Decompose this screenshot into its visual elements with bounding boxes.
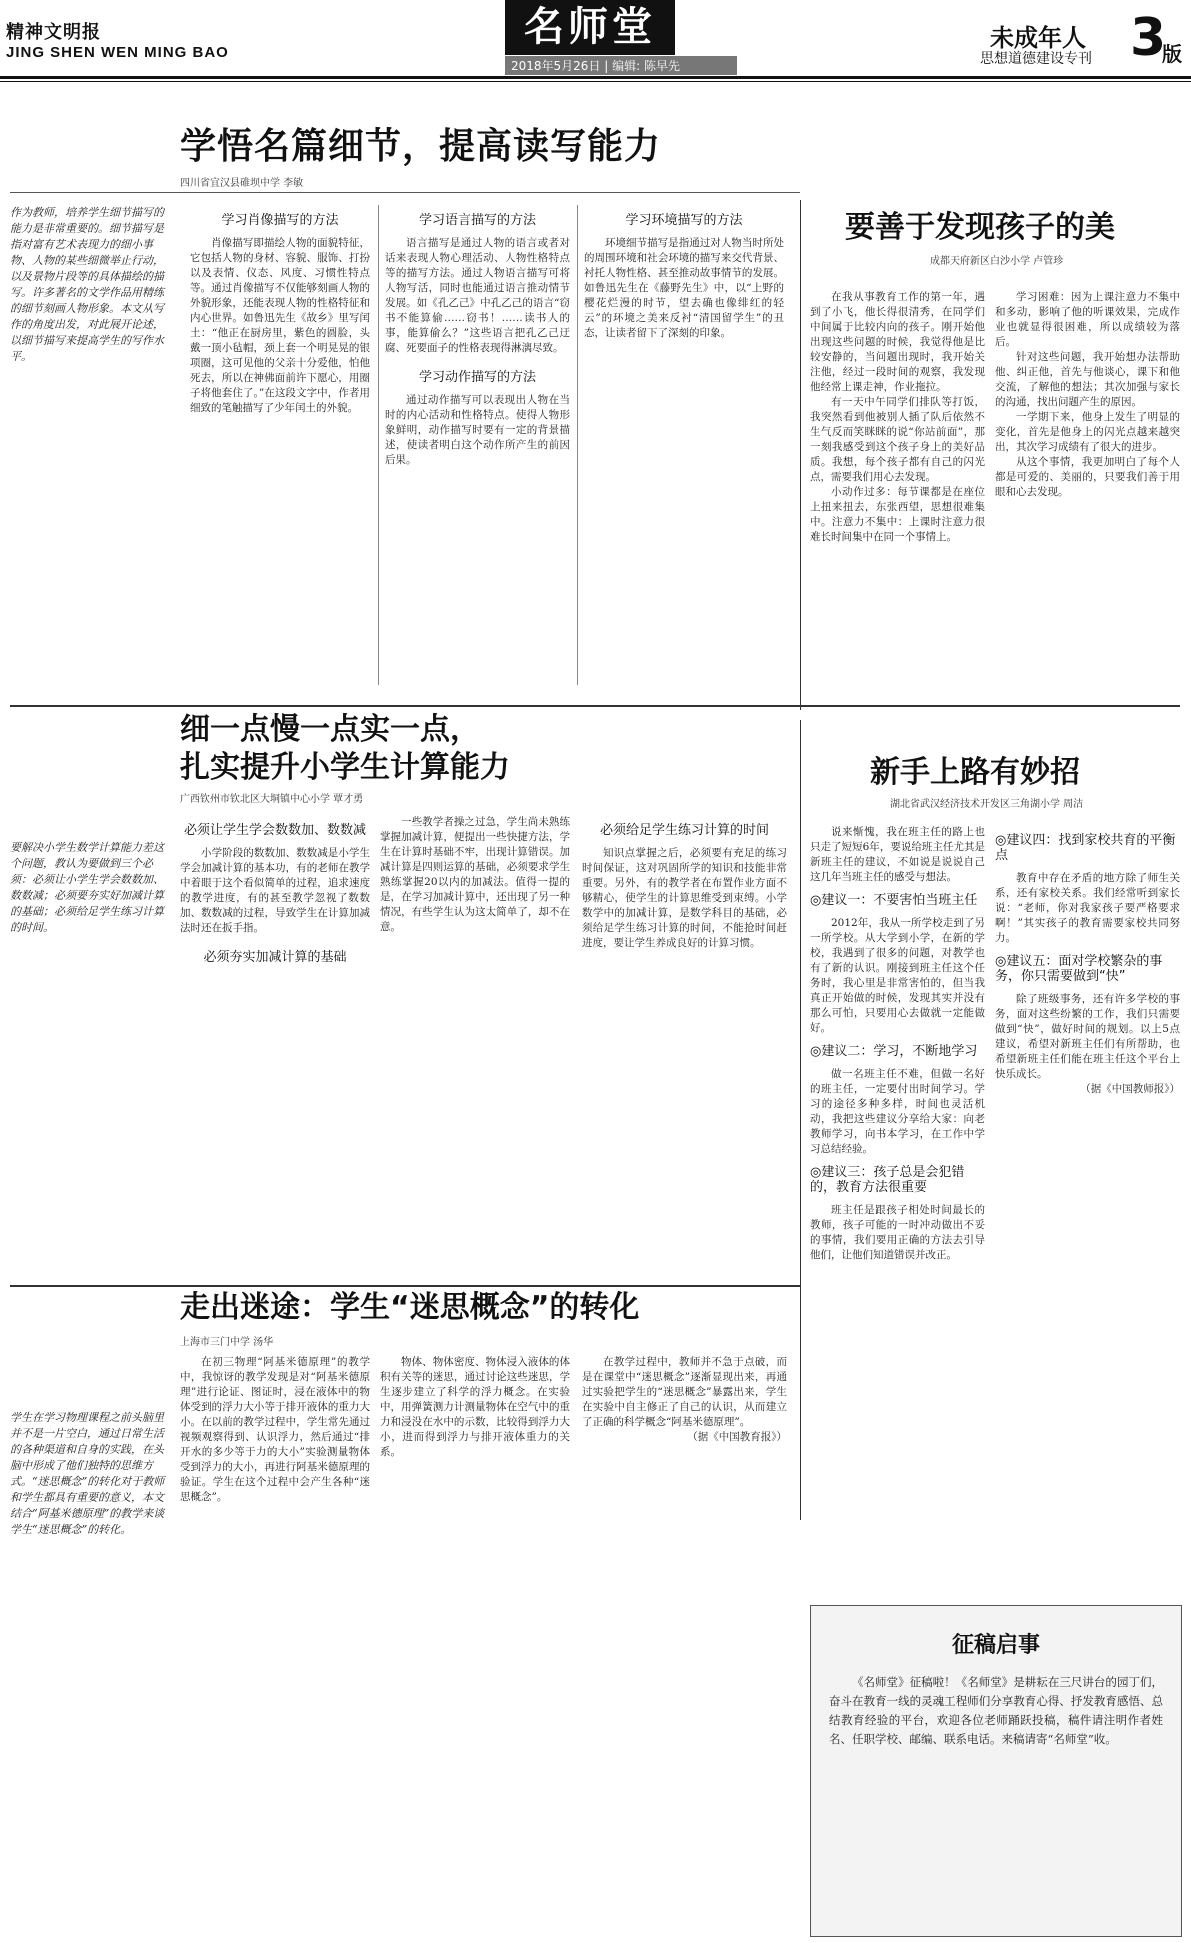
article-3-para-2: 一些教学者操之过急，学生尚未熟练掌握加减计算，便提出一些快捷方法，学生在计算时基础不牢，出现计算错误。加减计算是四则运算的基础，必须要求学生熟练掌握20以内的加减法。值得一提的是，在学习加减计算中，还出现了另一种情况，有些学生认为这太简单了，却不在意。 xyxy=(380,816,570,933)
article-2-para-4: 学习困难：因为上课注意力不集中和多动，影响了他的听课效果，完成作业也就显得很困难，所以成绩较为落后。 xyxy=(995,291,1180,348)
article-5-para-3: 在教学过程中，教师并不急于点破，而是在课堂中“迷思概念”逐渐显现出来，再通过实验把学生的“迷思概念”暴露出来，学生在实验中自主修正了自己的认识，从而建立了正确的科学概念“阿基米德原理”。 xyxy=(582,1356,787,1428)
article-5-col-3 xyxy=(582,1355,787,1940)
dateline: 2018年5月26日 | 编辑: 陈早先 xyxy=(505,56,737,75)
article-3-para-1: 小学阶段的数数加、数数减是小学生学会加减计算的基本功，有的老师在教学中着眼于这个看似简单的过程，追求速度的教学进度，有的甚至教学忽视了数数加、数数减的过程，导致学生在计算加减法时还在扳手指。 xyxy=(180,847,370,934)
article-4-col-2 xyxy=(995,825,1180,1590)
page-suffix: 版 xyxy=(1162,42,1182,66)
section-divider xyxy=(800,200,801,710)
supplement-title: 未成年人 xyxy=(990,24,1086,52)
article-5-col-1 xyxy=(180,1355,370,1940)
article-5-col-2 xyxy=(380,1355,570,1940)
article-1-title: 学悟名篇细节，提高读写能力 xyxy=(180,126,662,167)
col-divider xyxy=(577,205,578,685)
article-2-title: 要善于发现孩子的美 xyxy=(845,210,1115,245)
article-1-sub-1: 学习肖像描写的方法 xyxy=(221,213,339,228)
article-2-para-5: 针对这些问题，我开始想办法帮助他、纠正他，首先与他谈心，课下和他交流，了解他的想法；其次加强与家长的沟通，找出问题产生的原因。 xyxy=(995,351,1180,408)
article-1-sub-3: 学习动作描写的方法 xyxy=(418,370,536,385)
article-3-col-1 xyxy=(180,815,370,1285)
article-1-col-2 xyxy=(385,205,570,690)
col-divider xyxy=(378,205,379,685)
header-rule xyxy=(0,76,1191,79)
article-1-lede: 作为教师，培养学生细节描写的能力是非常重要的。细节描写是指对富有艺术表现力的细小事物、人物的某些细微举止行动，以及景物片段等的具体描绘的描写。许多著名的文学作品用精练的细节刻画人物形象。本文从写作的角度出发，对此展开论述，以细节描写来提高学生的写作水平。 xyxy=(10,206,164,363)
article-4-col-1 xyxy=(810,825,985,1590)
article-5-title: 走出迷途：学生“迷思概念”的转化 xyxy=(180,1290,640,1325)
article-5-para-1: 在初三物理“阿基米德原理”的教学中，我惊讶的教学发现是对“阿基米德原理”进行论证、图证时，浸在液体中的物体受到的浮力大小等于排开液体的重力大小。在以前的教学过程中，学生常先通过视频观察得到、认识浮力，然后通过“排开水的多少等于力的大小”实验测量物体受到浮力的大小，再进行阿基米德原理的验证。学生在这个过程中会产生各种“迷思概念”。 xyxy=(180,1356,370,1503)
paper-name-cn: 精神文明报 xyxy=(6,22,101,43)
article-3-title-line-2: 扎实提升小学生计算能力 xyxy=(180,750,510,785)
call-for-papers-text: 《名师堂》征稿啦！《名师堂》是耕耘在三尺讲台的园丁们，奋斗在教育一线的灵魂工程师们分享教育心得、抒发教育感悟、总结教育经验的平台，欢迎各位老师踊跃投稿，稿件请注明作者姓名、任职学校、邮编、联系电话。来稿请寄“名师堂”收。 xyxy=(829,1675,1163,1746)
article-2-para-7: 从这个事情，我更加明白了每个人都是可爱的、美丽的，只要我们善于用眼和心去发现。 xyxy=(995,456,1180,498)
article-2-byline: 成都天府新区白沙小学 卢管珍 xyxy=(930,256,1064,267)
article-3-byline: 广西钦州市钦北区大垌镇中心小学 覃才勇 xyxy=(180,794,364,805)
article-4-source: （据《中国教师报》） xyxy=(1080,1083,1180,1095)
article-1-sub-2: 学习语言描写的方法 xyxy=(418,213,536,228)
article-1-col-1 xyxy=(190,205,370,690)
article-3-sub-3: 必须给足学生练习计算的时间 xyxy=(599,823,769,838)
article-4-tip-3: ◎建议三：孩子总是会犯错的，教育方法很重要 xyxy=(810,1165,965,1195)
call-for-papers-title: 征稿启事 xyxy=(951,1633,1040,1658)
article-5-lede: 学生在学习物理课程之前头脑里并不是一片空白，通过日常生活的各种渠道和自身的实践，在头脑中形成了他们独特的思维方式。“迷思概念”的转化对于教师和学生都具有重要的意义，本文结合“阿基米德原理”的教学来谈学生“迷思概念”的转化。 xyxy=(10,1411,165,1536)
article-4-para-5: 教育中存在矛盾的地方除了师生关系，还有家校关系。我们经常听到家长说：“老师，你对我家孩子要严格要求啊！”其实孩子的教育需要家校共同努力。 xyxy=(995,872,1180,944)
article-2-col-2 xyxy=(995,290,1180,710)
article-4-para-4: 班主任是跟孩子相处时间最长的教师，孩子可能的一时冲动做出不妥的事情，我们要用正确的方法去引导他们，让他们知道错误并改正。 xyxy=(810,1204,985,1261)
article-3-lede: 要解决小学生数学计算能力差这个问题，教认为要做到三个必须：必须让小学生学会数数加、数数减；必须要夯实好加减计算的基础；必须给足学生练习计算的时间。 xyxy=(10,841,164,934)
section-divider xyxy=(800,720,801,1520)
supplement-subtitle: 思想道德建设专刊 xyxy=(980,51,1092,67)
article-1-para-3: 通过动作描写可以表现出人物在当时的内心活动和性格特点。使得人物形象鲜明，动作描写时要有一定的背景描述，使读者明白这个动作所产生的前因后果。 xyxy=(385,394,570,466)
article-5-source: （据《中国教育报》） xyxy=(687,1431,787,1443)
article-4-tip-4: ◎建议四：找到家校共育的平衡点 xyxy=(995,833,1176,863)
article-1-rule xyxy=(10,192,800,193)
article-3-para-3: 知识点掌握之后，必须要有充足的练习时间保证，这对巩固所学的知识和技能非常重要。另外，有的教学者在布置作业方面不够精心，使学生的计算思维受到束缚。小学数学中的加减计算，是数学科目的基础，必须给足学生练习计算的时间，不能抢时间赶进度，要让学生养成良好的计算习惯。 xyxy=(582,847,787,949)
column-masthead: 名师堂 xyxy=(505,0,675,55)
article-5-byline: 上海市三门中学 汤华 xyxy=(180,1337,274,1348)
article-3-col-3 xyxy=(582,815,787,1285)
page-number: 3 xyxy=(1130,8,1167,68)
call-for-papers-box xyxy=(810,1605,1182,1937)
article-4-byline: 湖北省武汉经济技术开发区三角湖小学 周洁 xyxy=(890,799,1084,810)
article-1-byline: 四川省宜汉县碓坝中学 李敏 xyxy=(180,178,304,189)
article-1-para-2: 语言描写是通过人物的语言或者对话来表现人物心理活动、人物性格特点等的描写方法。通过人物语言描写可将人物写活，同时也能通过语言推动情节发展。如《孔乙己》中孔乙己的语言“窃书不能算偷……窃书！……读书人的事，能算偷么？”这些语言把孔乙己迂腐、死要面子的性格表现得淋漓尽致。 xyxy=(385,237,570,354)
article-3-title-line-1: 细一点慢一点实一点， xyxy=(180,712,480,747)
article-4-para-1: 说来惭愧，我在班主任的路上也只走了短短6年，要说给班主任尤其是新班主任的建议，不如说是说说自己这几年当班主任的感受与想法。 xyxy=(810,826,985,883)
article-2-para-2: 有一天中午同学们排队等打饭，我突然看到他被别人插了队后依然不生气反而笑眯眯的说“你站前面”，那一刻我感受到这个孩子身上的美好品质。我想，每个孩子都有自己的闪光点，需要我们用心去发现。 xyxy=(810,396,985,483)
article-4-tip-2: ◎建议二：学习，不断地学习 xyxy=(810,1044,978,1059)
article-4-tip-1: ◎建议一：不要害怕当班主任 xyxy=(810,893,978,908)
article-4-para-2: 2012年，我从一所学校走到了另一所学校。从大学到小学，在新的学校，我遇到了很多的问题，对教学也有了新的认识。刚接到班主任这个任务时，我心里是非常害怕的，但当我真正开始做的时候，发现其实并没有那么可怕，只要用心去做就一定能做好。 xyxy=(810,917,985,1034)
section-rule xyxy=(10,705,1180,707)
article-2-para-3: 小动作过多：每节课都是在座位上扭来扭去，东张西望，思想很难集中。注意力不集中：上课时注意力很难长时间集中在同一个事情上。 xyxy=(810,486,985,543)
article-1-para-4: 环境细节描写是指通过对人物当时所处的周围环境和社会环境的描写来交代背景、衬托人物性格、甚至推动故事情节的发展。如鲁迅先生在《藤野先生》中，以“上野的樱花烂漫的时节，望去确也像绯红的轻云”的环境之美来反衬“清国留学生”的丑态，让读者留下了深刻的印象。 xyxy=(584,237,784,339)
article-5-para-2: 物体、物体密度、物体浸入液体的体积有关等的迷思，通过讨论这些迷思，学生逐步建立了科学的浮力概念。在实验中，用弹簧测力计测量物体在空气中的重力和浸没在水中的示数，比较得到浮力大小，进而得到浮力与排开液体重力的关系。 xyxy=(380,1356,570,1458)
article-2-para-1: 在我从事教育工作的第一年，遇到了小飞，他长得很清秀，在同学们中间属于比较内向的孩子。刚开始他出现这些问题的时候，我觉得他是比较安静的，当问题出现时，我开始关注他，经过一段时间的观察，我发现他经常上课走神，作业拖拉。 xyxy=(810,291,985,393)
article-3-sub-2: 必须夯实加减计算的基础 xyxy=(203,950,347,965)
article-2-para-6: 一学期下来，他身上发生了明显的变化，首先是他身上的闪光点越来越突出，其次学习成绩有了很大的进步。 xyxy=(995,411,1180,453)
article-3-sub-1: 必须让学生学会数数加、数数减 xyxy=(183,823,366,838)
article-3-col-2 xyxy=(380,815,570,1285)
article-1-col-3 xyxy=(584,205,784,690)
article-4-para-6: 除了班级事务，还有许多学校的事务，面对这些纷繁的工作，我们只需要做到“快”，做好时间的规划。以上5点建议，希望对新班主任们有所帮助，也希望新班主任们能在班主任这个平台上快乐成长。 xyxy=(995,993,1180,1080)
article-4-tip-5: ◎建议五：面对学校繁杂的事务，你只需要做到“快” xyxy=(995,954,1163,984)
article-1-sub-4: 学习环境描写的方法 xyxy=(625,213,743,228)
header-rule-thin xyxy=(0,81,1191,82)
article-1-para-1: 肖像描写即描绘人物的面貌特征，它包括人物的身材、容貌、服饰、打扮以及表情、仪态、风度、习惯性特点等。通过肖像描写不仅能够刻画人物的外貌形象，还能表现人物的性格特征和内心世界。如鲁迅先生《故乡》里写闰土：“他正在厨房里，紫色的圆脸，头戴一顶小毡帽，颈上套一个明晃晃的银项圈，这可见他的父亲十分爱他，怕他死去，所以在神佛面前许下愿心，用圈子将他套住了。”在这段文字中，作者用细致的笔触描写了少年闰土的外貌。 xyxy=(190,237,370,414)
article-2-col-1 xyxy=(810,290,985,710)
article-4-title: 新手上路有妙招 xyxy=(870,755,1080,790)
paper-name-en: JING SHEN WEN MING BAO xyxy=(6,44,229,61)
section-rule xyxy=(10,1285,800,1287)
article-4-para-3: 做一名班主任不难，但做一名好的班主任，一定要付出时间学习。学习的途径多种多样，时间也灵活机动，我把这些建议分享给大家：向老教师学习，向书本学习，在工作中学习总结经验。 xyxy=(810,1068,985,1155)
